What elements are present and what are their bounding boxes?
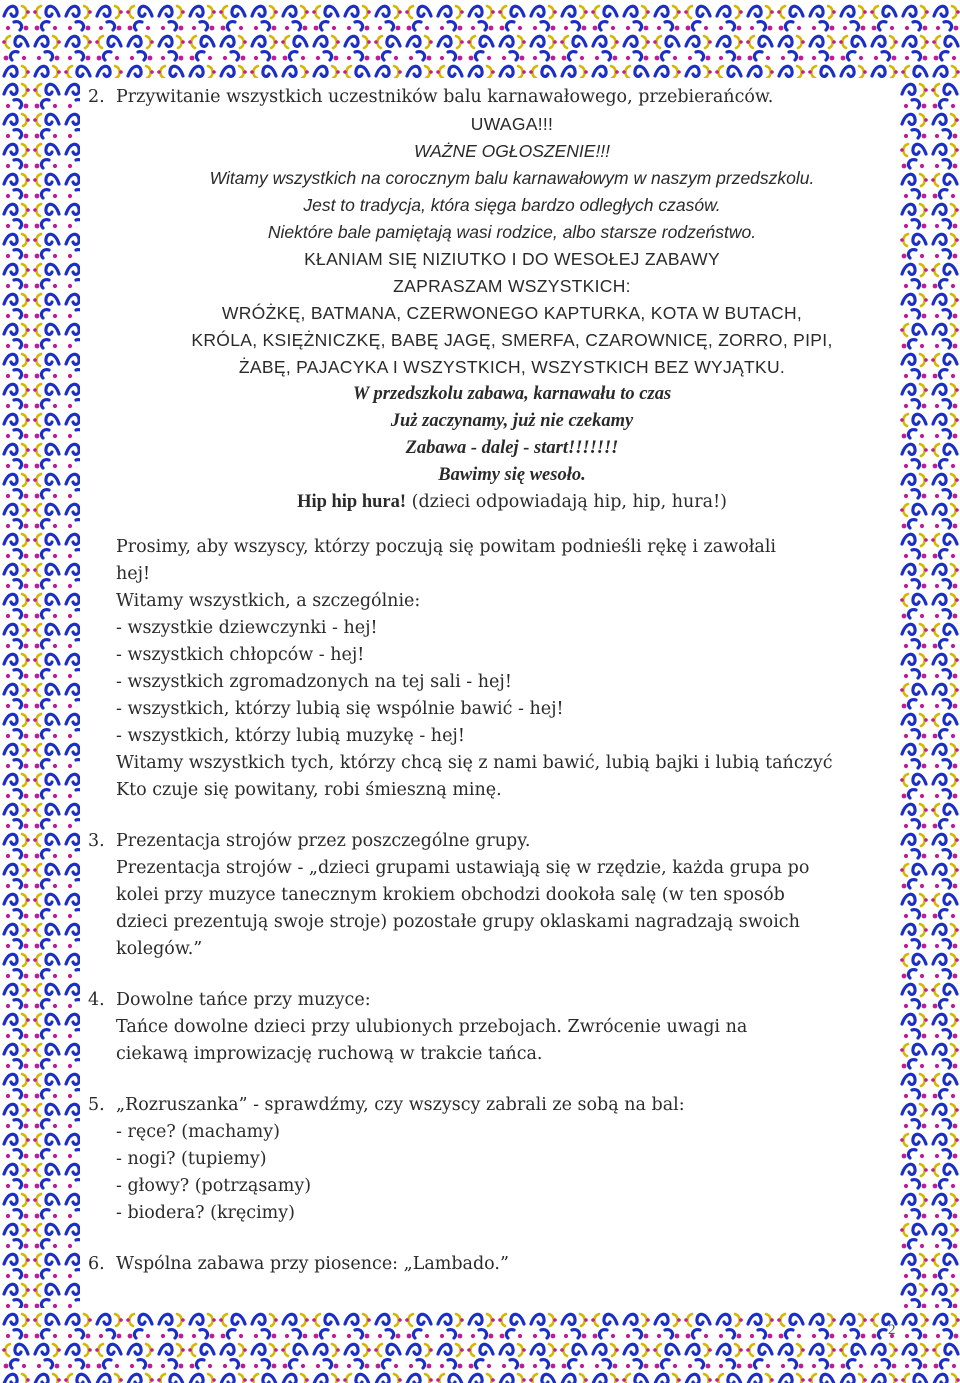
announcement-line: WAŻNE OGŁOSZENIE!!! (413, 141, 611, 161)
announcement-line: Jest to tradycja, która sięga bardzo odległych czasów. (303, 195, 721, 215)
greeting-line: Witamy wszystkich tych, którzy chcą się z nami bawić, lubią bajki i lubią tańczyć (116, 753, 833, 773)
body-line: - głowy? (potrząsamy) (116, 1176, 312, 1196)
body-line: - nogi? (tupiemy) (116, 1149, 267, 1169)
body-line: ciekawą improwizację ruchową w trakcie tańca. (116, 1044, 543, 1064)
rhyme-line: Już zaczynamy, już nie czekamy (390, 411, 634, 431)
item-number: 4. (88, 990, 105, 1010)
greeting-line: Witamy wszystkich, a szczególnie: (116, 591, 421, 611)
border-top (0, 0, 960, 78)
body-line: - ręce? (machamy) (116, 1122, 280, 1142)
greeting-line: - wszystkich chłopców - hej! (116, 645, 365, 665)
cheer-note: (dzieci odpowiadają hip, hip, hura!) (406, 492, 727, 512)
greeting-line: - wszystkich, którzy lubią się wspólnie bawić - hej! (116, 699, 564, 719)
border-bottom (0, 1308, 960, 1383)
announcement-line: KRÓLA, KSIĘŻNICZKĘ, BABĘ JAGĘ, SMERFA, CZAROWNICĘ, ZORRO, PIPI, (191, 330, 833, 350)
item-5-body (116, 1119, 908, 1227)
item-4 (88, 987, 908, 1014)
rhyme-line: Zabawa - dalej - start!!!!!!! (405, 438, 619, 458)
greeting-section (116, 534, 908, 804)
greeting-line: - wszystkie dziewczynki - hej! (116, 618, 378, 638)
announcement-line: ZAPRASZAM WSZYSTKICH: (393, 276, 631, 296)
item-title: Przywitanie wszystkich uczestników balu karnawałowego, przebierańców. (116, 87, 774, 107)
greeting-line: hej! (116, 564, 151, 584)
rhyme-line: Bawimy się wesoło. (438, 465, 586, 485)
item-number: 6. (88, 1254, 105, 1274)
item-number: 2. (88, 87, 105, 107)
rhyme-line: W przedszkolu zabawa, karnawału to czas (352, 384, 672, 404)
body-line: kolei przy muzyce tanecznym krokiem obchodzi dookoła salę (w ten sposób (116, 885, 785, 905)
item-2 (88, 84, 908, 111)
greeting-line: Kto czuje się powitany, robi śmieszną minę. (116, 780, 502, 800)
announcement-line: UWAGA!!! (470, 114, 554, 134)
greeting-line: - wszystkich, którzy lubią muzykę - hej! (116, 726, 465, 746)
border-left (0, 78, 80, 1308)
body-line: kolegów.” (116, 939, 203, 959)
body-line: Prezentacja strojów - „dzieci grupami ustawiają się w rzędzie, każda grupa po (116, 858, 810, 878)
item-title: Wspólna zabawa przy piosence: „Lambado.” (116, 1254, 509, 1274)
announcement-line: WRÓŻKĘ, BATMANA, CZERWONEGO KAPTURKA, KOTA W BUTACH, (221, 303, 803, 323)
page-number: 2 (888, 1322, 896, 1338)
greeting-line: - wszystkich zgromadzonych na tej sali - hej! (116, 672, 512, 692)
announcement-line: ŻABĘ, PAJACYKA I WSZYSTKICH, WSZYSTKICH BEZ WYJĄTKU. (238, 357, 786, 377)
announcement-line: Witamy wszystkich na corocznym balu karnawałowym w naszym przedszkolu. (209, 168, 815, 188)
greeting-line: Prosimy, aby wszyscy, którzy poczują się powitam podnieśli rękę i zawołali (116, 537, 777, 557)
item-4-body (116, 1014, 908, 1068)
document-page (88, 84, 908, 1278)
item-6 (88, 1251, 908, 1278)
item-number: 5. (88, 1095, 105, 1115)
item-3-body (116, 855, 908, 963)
item-title: „Rozruszanka” - sprawdźmy, czy wszyscy zabrali ze sobą na bal: (116, 1095, 685, 1115)
body-line: Tańce dowolne dzieci przy ulubionych przebojach. Zwrócenie uwagi na (116, 1017, 748, 1037)
announcement-line: KŁANIAM SIĘ NIZIUTKO I DO WESOŁEJ ZABAWY (304, 249, 720, 269)
item-3 (88, 828, 908, 855)
announcement-line: Niektóre bale pamiętają wasi rodzice, albo starsze rodzeństwo. (267, 222, 757, 242)
item-number: 3. (88, 831, 105, 851)
rhyme-line (116, 489, 908, 516)
item-5 (88, 1092, 908, 1119)
item-title: Prezentacja strojów przez poszczególne grupy. (116, 831, 531, 851)
announcement (116, 111, 908, 516)
item-title: Dowolne tańce przy muzyce: (116, 990, 371, 1010)
body-line: dzieci prezentują swoje stroje) pozostałe grupy oklaskami nagradzają swoich (116, 912, 800, 932)
body-line: - biodera? (kręcimy) (116, 1203, 295, 1223)
cheer-text: Hip hip hura! (297, 492, 407, 512)
